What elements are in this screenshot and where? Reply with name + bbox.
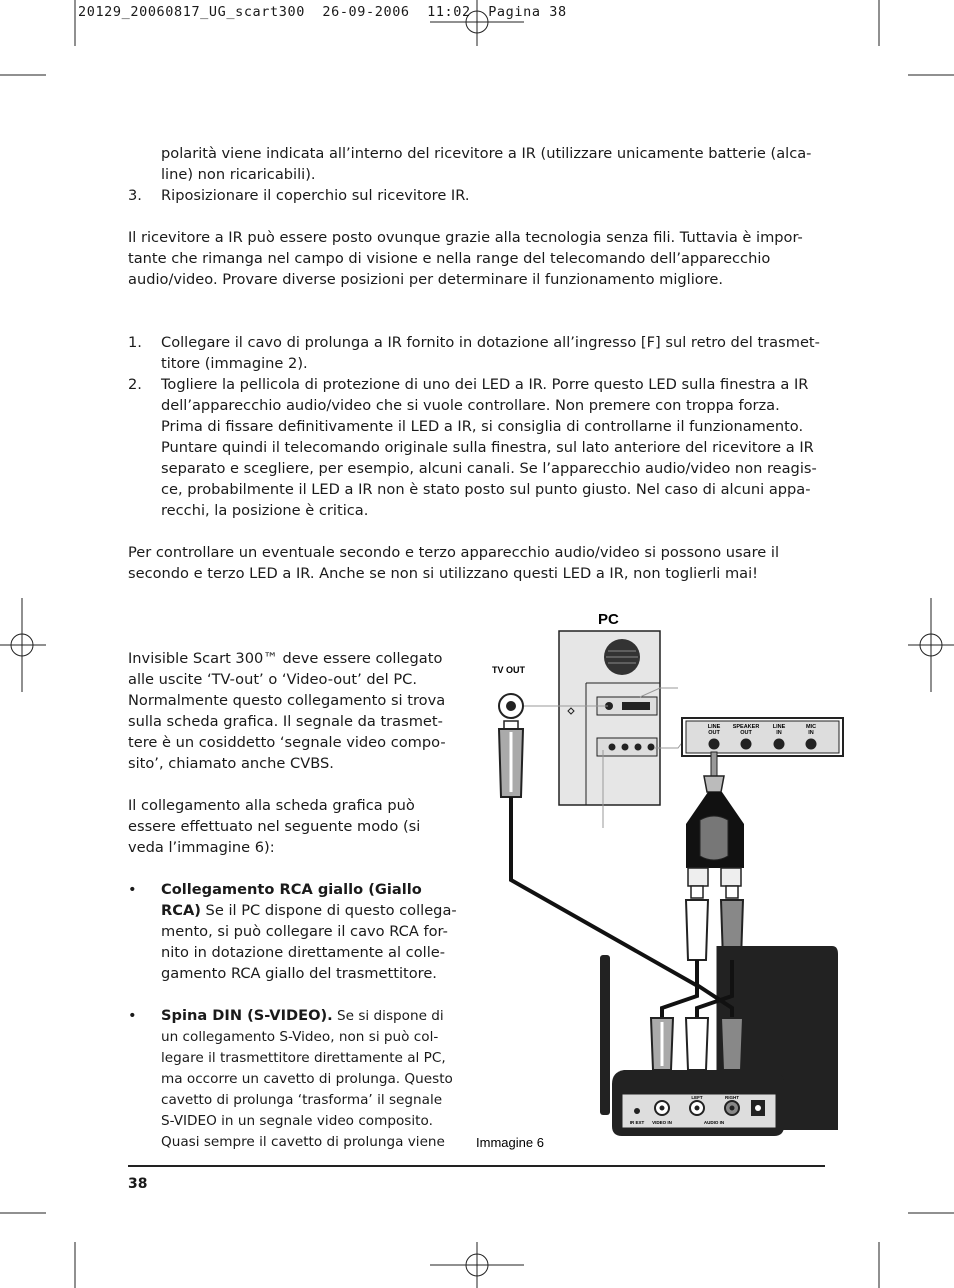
step-number: 1. — [128, 334, 142, 351]
step-number: 3. — [128, 187, 142, 204]
paragraph: Il ricevitore a IR può essere posto ovunque grazie alla tecnologia senza fili. Tuttavia è impor- tante che rimanga nel campo di visione e nella range del telecomando dell’apparecchio audio/video. Provare diverse posizioni per determinare il funzionamento migliore. — [128, 229, 803, 288]
svg-text:SPEAKER: SPEAKER — [732, 724, 760, 730]
bullet: • — [128, 881, 137, 898]
bullet-item: Collegamento RCA giallo (Giallo RCA) Se il PC dispone di questo collega- mento, si può collegare il cavo RCA for- nito in dotazione direttamente al colle- gamento RCA giallo del trasmettitore. — [161, 881, 457, 982]
footer-rule — [128, 1165, 825, 1167]
sound-card-panel — [682, 718, 843, 756]
paragraph: Il collegamento alla scheda grafica può essere effettuato nel seguente modo (si veda l’immagine 6): — [128, 797, 421, 856]
svg-text:LINE: LINE — [772, 724, 786, 730]
step-text: Riposizionare il coperchio sul ricevitore IR. — [161, 187, 470, 204]
page-number: 38 — [128, 1176, 148, 1192]
tv-out-label: TV OUT — [492, 665, 525, 675]
step-text: Collegare il cavo di prolunga a IR fornito in dotazione all’ingresso [F] sul retro del trasmet- titore (immagine 2). — [161, 334, 820, 372]
intro-paragraph: Invisible Scart 300™ deve essere collegato alle uscite ‘TV-out’ o ‘Video-out’ del PC. Normalmente questo collegamento si trova sulla scheda grafica. Il segnale da trasmet- tere è un cosiddetto ‘segnale video compo- sito’, chiamato anche CVBS. — [128, 650, 446, 772]
y-splitter-adapter — [686, 752, 744, 886]
figure-caption: Immagine 6 — [476, 1135, 544, 1150]
bullet-item: Spina DIN (S-VIDEO). Se si dispone di un collegamento S-Video, non si può col- legare il trasmettitore direttamente al PC, ma occorre un cavetto di prolunga. Questo cavetto di prolunga ‘trasforma’ il segnale S-VIDEO in un segnale video composito. Quasi sempre il cavetto di prolunga viene — [161, 1007, 453, 1150]
svg-text:AUDIO IN: AUDIO IN — [703, 1120, 725, 1125]
print-slug: 20129_20060817_UG_scart300 26-09-2006 11:02 Pagina 38 — [78, 4, 567, 20]
step-number: 2. — [128, 376, 142, 393]
svg-text:IN: IN — [776, 730, 782, 736]
svg-text:MIC: MIC — [805, 724, 817, 730]
pc-tower — [559, 631, 660, 805]
pc-label: PC — [598, 611, 619, 628]
svg-text:IR EXT: IR EXT — [629, 1120, 645, 1125]
connection-diagram — [470, 605, 850, 1150]
svg-text:OUT: OUT — [708, 730, 720, 736]
svg-text:RIGHT: RIGHT — [725, 1095, 739, 1100]
continued-step: polarità viene indicata all’interno del ricevitore a IR (utilizzare unicamente batterie (alca- line) non ricaricabili). — [161, 145, 812, 183]
step-text: Togliere la pellicola di protezione di uno dei LED a IR. Porre questo LED sulla finestra a IR dell’apparecchio audio/video che si vuole controllare. Non premere con troppa forza. Prima di fissare definitivamente il LED a IR, si consiglia di controllarne il funzionamento. Puntare quindi il telecomando originale sulla finestra, sul lato anteriore del ricevitore a IR separato e scegliere, per esempio, alcuni canali. Se l’apparecchio audio/video non reagis- ce, probabilmente il LED a IR non è stato posto sul punto giusto. Nel caso di alcuni appa- recchi, la posizione è critica. — [161, 376, 817, 519]
paragraph: Per controllare un eventuale secondo e terzo apparecchio audio/video si possono usare il secondo e terzo LED a IR. Anche se non si utilizzano questi LED a IR, non toglierli mai! — [128, 544, 779, 582]
svg-text:OUT: OUT — [740, 730, 752, 736]
svg-text:VIDEO IN: VIDEO IN — [652, 1120, 672, 1125]
svg-text:LEFT: LEFT — [691, 1095, 703, 1100]
svg-text:LINE: LINE — [707, 724, 721, 730]
svg-text:IN: IN — [808, 730, 814, 736]
rca-plug-left — [499, 721, 523, 797]
bullet: • — [128, 1007, 137, 1024]
